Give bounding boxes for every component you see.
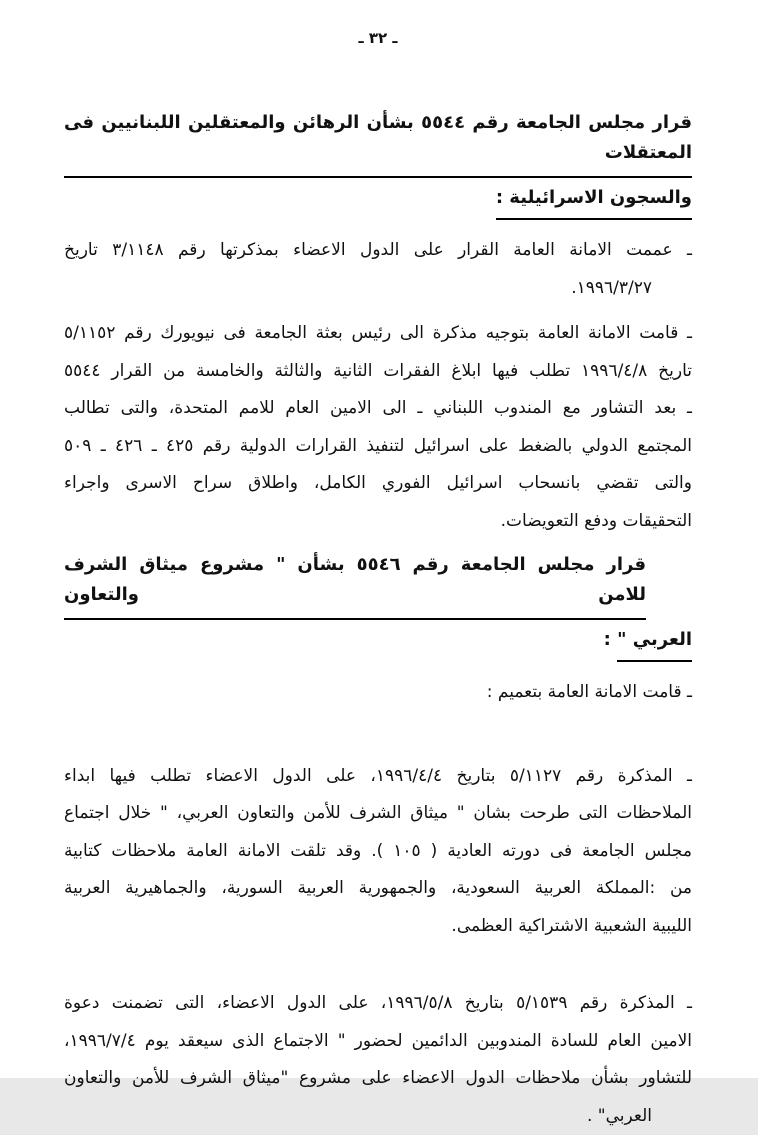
paragraph-line: والتى تقضي بانسحاب اسرائيل الفوري الكامل، واطلاق سراح الاسرى واجراء: [64, 465, 692, 503]
paragraph-line: مجلس الجامعة فى دورته العادية ( ١٠٥ ). وقد تلقت الامانة العامة ملاحظات كتابية: [64, 833, 692, 871]
paragraph-newyork-memo: [64, 315, 692, 540]
paragraph-memo-1127: [64, 758, 692, 946]
paragraph-line: ـ المذكرة رقم ٥/١١٢٧ بتاريخ ١٩٩٦/٤/٤، على الدول الاعضاء تطلب فيها ابداء: [64, 758, 692, 796]
paragraph-line: الملاحظات التى طرحت بشان " ميثاق الشرف للأمن والتعاون العربي، " خلال اجتماع: [64, 795, 692, 833]
paragraph-line-last: التحقيقات ودفع التعويضات.: [64, 503, 692, 541]
paragraph-line: ـ قامت الامانة العامة بتعميم :: [64, 674, 692, 712]
paragraph-line: من :المملكة العربية السعودية، والجمهورية العربية السورية، والجماهيرية العربية: [64, 870, 692, 908]
paragraph-secretariat-circulated: [64, 674, 692, 712]
paragraph-line: الامين العام للسادة المندوبين الدائمين لحضور " الاجتماع الذى سيعقد يوم ١٩٩٦/٧/٤،: [64, 1023, 692, 1061]
decision-5546-heading-line2-text: العربي ": [617, 625, 692, 662]
decision-5546-heading-line2-colon: :: [604, 629, 617, 650]
page-number: ـ ٣٢ ـ: [64, 28, 692, 48]
paragraph-circular-memo: [64, 232, 692, 307]
decision-5546-heading-line1: قرار مجلس الجامعة رقم ٥٥٤٦ بشأن " مشروع ميثاق الشرف للامن والتعاون: [64, 550, 646, 620]
paragraph-line: تاريخ ١٩٩٦/٤/٨ تطلب فيها ابلاغ الفقرات الثانية والثالثة والخامسة من القرار ٥٥٤٤: [64, 353, 692, 391]
decision-5546-heading: [64, 550, 692, 662]
decision-5544-heading-line1: قرار مجلس الجامعة رقم ٥٥٤٤ بشأن الرهائن والمعتقلين اللبنانيين فى المعتقلات: [64, 108, 692, 178]
decision-5544-heading-line2-text: والسجون الاسرائيلية :: [496, 183, 692, 220]
paragraph-line-last: العربي" .: [64, 1098, 692, 1135]
paragraph-line-last: الليبية الشعبية الاشتراكية العظمى.: [64, 908, 692, 946]
paragraph-line: المجتمع الدولي بالضغط على اسرائيل لتنفيذ القرارات الدولية رقم ٤٢٥ ـ ٤٢٦ ـ ٥٠٩: [64, 428, 692, 466]
decision-5544-heading: [64, 108, 692, 220]
paragraph-line: ـ قامت الامانة العامة بتوجيه مذكرة الى رئيس بعثة الجامعة فى نيويورك رقم ٥/١١٥٢: [64, 315, 692, 353]
paragraph-memo-1539: [64, 985, 692, 1135]
paragraph-line: ـ بعد التشاور مع المندوب اللبناني ـ الى الامين العام للامم المتحدة، والتى تطالب: [64, 390, 692, 428]
decision-5546-heading-line2: [64, 625, 692, 662]
paragraph-line: للتشاور بشأن ملاحظات الدول الاعضاء على مشروع "ميثاق الشرف للأمن والتعاون: [64, 1060, 692, 1098]
paragraph-line: ـ المذكرة رقم ٥/١٥٣٩ بتاريخ ١٩٩٦/٥/٨، على الدول الاعضاء، التى تضمنت دعوة: [64, 985, 692, 1023]
paragraph-line-date: ١٩٩٦/٣/٢٧.: [64, 270, 692, 308]
paragraph-line: ـ عممت الامانة العامة القرار على الدول الاعضاء بمذكرتها رقم ٣/١١٤٨ تاريخ: [64, 232, 692, 270]
decision-5544-heading-line2: [64, 183, 692, 220]
